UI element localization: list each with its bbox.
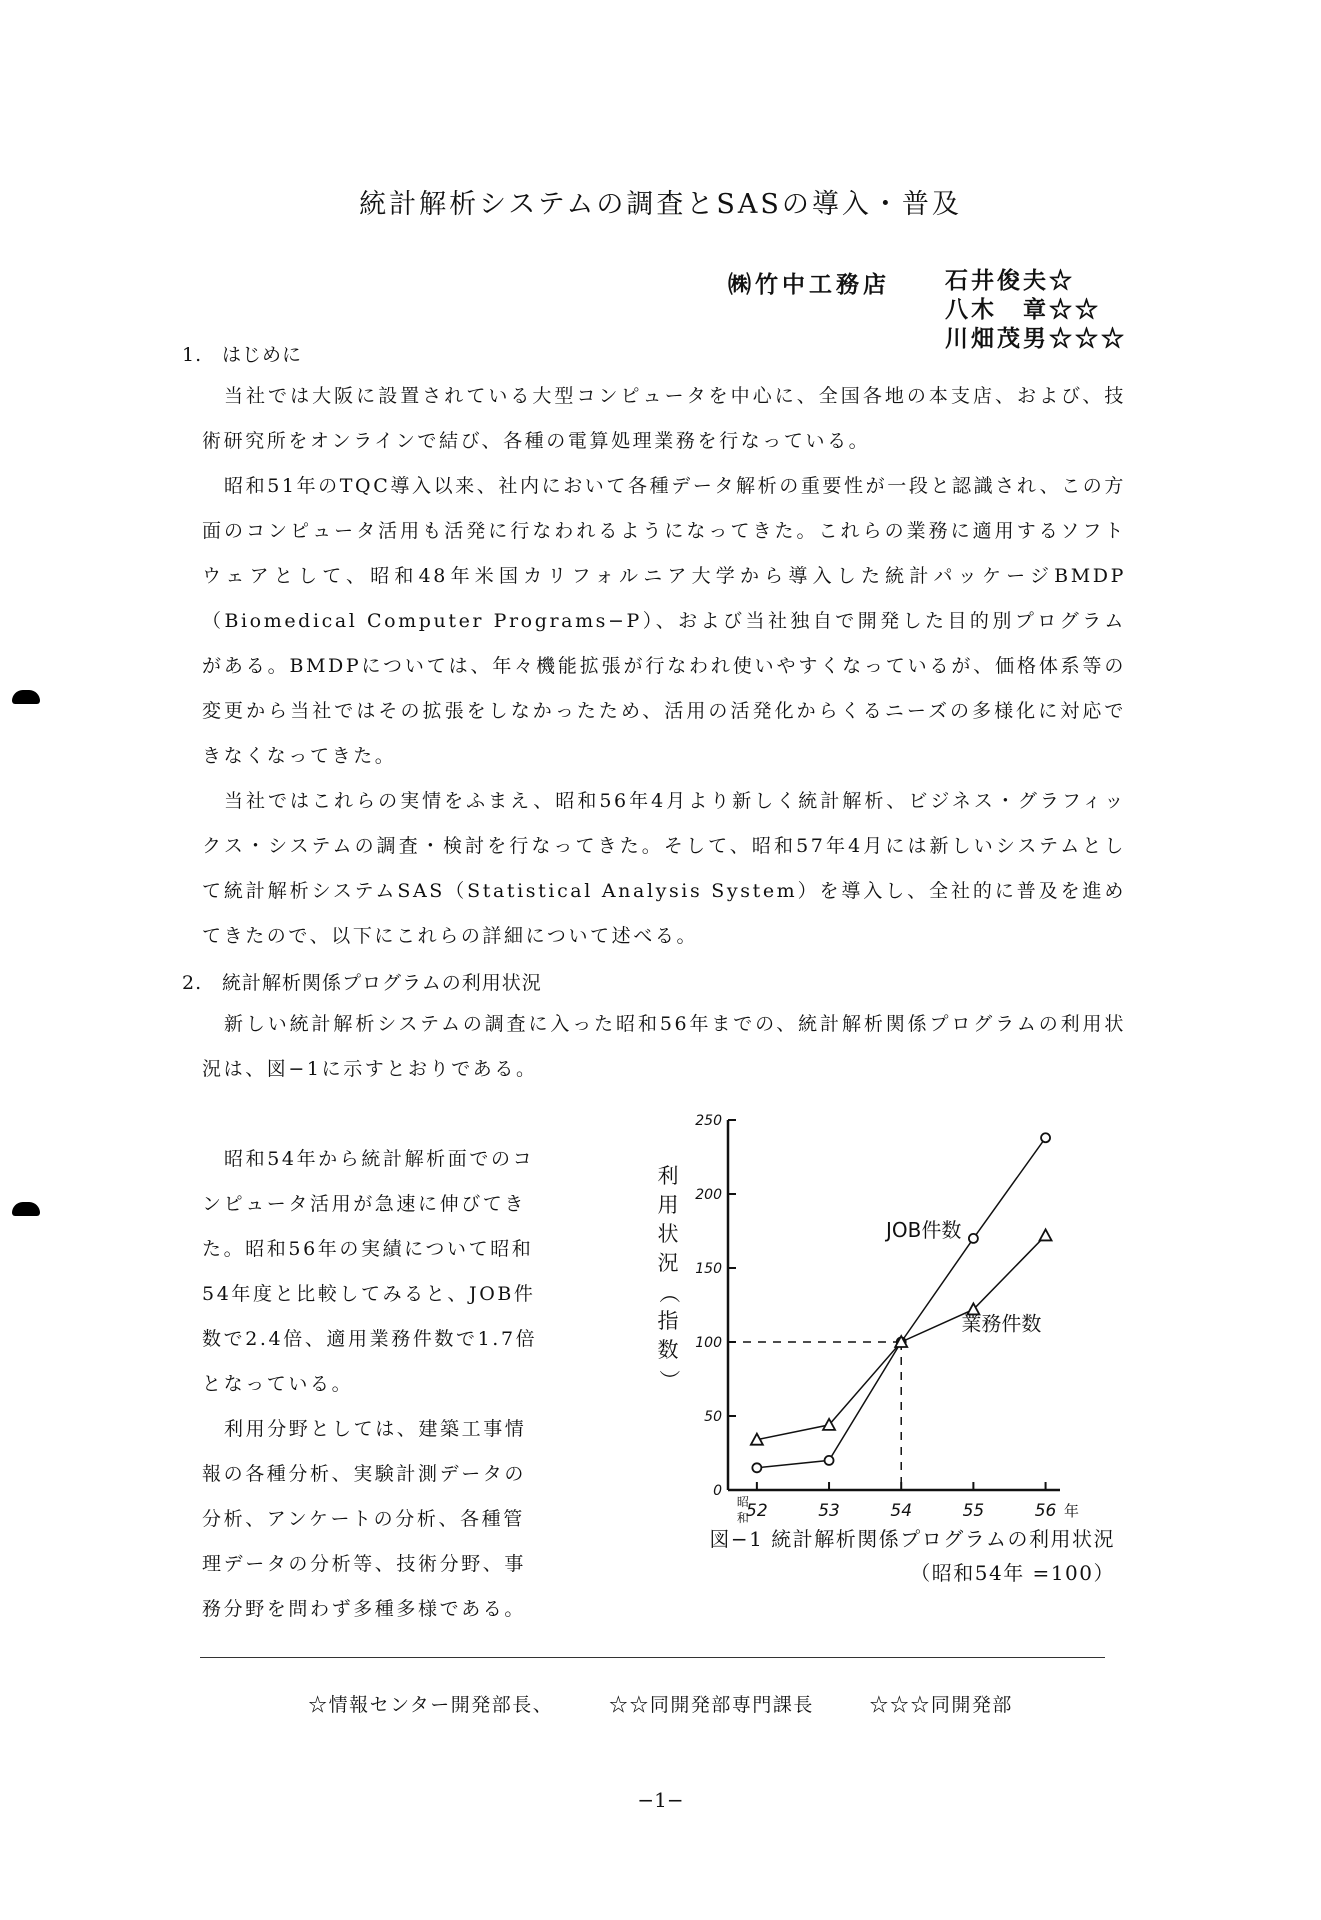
data-point-circle <box>825 1456 834 1465</box>
series-label-job: JOB件数 <box>886 1217 962 1242</box>
author-1: 石井俊夫☆ <box>945 267 1075 294</box>
section-number: 2. <box>182 972 203 994</box>
y-axis-label-char: ） <box>657 1369 681 1391</box>
y-axis-label-char: 況 <box>657 1251 679 1275</box>
section-title: はじめに <box>222 344 303 366</box>
y-axis-label-char: 数 <box>657 1338 679 1362</box>
x-tick-label: 55 <box>962 1501 985 1521</box>
footnote-divider <box>200 1657 1105 1658</box>
footnote-3: ☆☆☆同開発部 <box>869 1694 1013 1716</box>
x-tick-label: 54 <box>890 1501 913 1521</box>
section-heading-2 <box>182 968 542 995</box>
caption-line-2: （昭和54年 =100） <box>910 1561 1115 1585</box>
paragraph-6: 利用分野としては、建築工事情報の各種分析、実験計測データの分析、アンケートの分析、各種管理データの分析等、技術分野、事務分野を問わず多種多様である。 <box>202 1418 527 1620</box>
data-point-circle <box>969 1234 978 1243</box>
x-axis-prefix: 和 <box>736 1511 749 1525</box>
data-point-circle <box>1041 1133 1050 1142</box>
x-tick-label: 52 <box>746 1501 768 1521</box>
author-3: 川畑茂男☆☆☆ <box>945 325 1127 352</box>
data-point-circle <box>752 1463 761 1472</box>
figure-caption <box>675 1522 1115 1590</box>
y-axis-label-char: 指 <box>657 1309 679 1333</box>
caption-line-1: 図−1 統計解析関係プログラムの利用状況 <box>709 1527 1115 1551</box>
section-heading-1 <box>182 340 302 367</box>
y-axis-label-char: 利 <box>657 1164 679 1188</box>
paragraph-3: 当社ではこれらの実情をふまえ、昭和56年4月より新しく統計解析、ビジネス・グラフィックス・システムの調査・検討を行なってきた。そして、昭和57年4月には新しいシステムとして統計解析システムSAS（Statistical Analysis System）を導入し、全社的に普及を進めてきたので、以下にこれらの詳細について述べる。 <box>202 790 1126 947</box>
x-axis-prefix: 昭 <box>736 1495 749 1509</box>
y-axis-label-char: 用 <box>657 1193 679 1217</box>
paper-title: 統計解析システムの調査とSASの導入・普及 <box>359 189 962 220</box>
punch-hole-mark <box>12 690 40 704</box>
x-tick-label: 53 <box>818 1501 840 1521</box>
affiliation: ㈱竹中工務店 <box>728 271 890 298</box>
y-tick-label: 0 <box>713 1483 722 1499</box>
paragraph-4: 新しい統計解析システムの調査に入った昭和56年までの、統計解析関係プログラムの利用状況は、図−1に示すとおりである。 <box>202 1013 1126 1080</box>
author-2: 八木 章☆☆ <box>945 296 1101 323</box>
section-title: 統計解析関係プログラムの利用状況 <box>222 972 542 994</box>
y-axis-label-char: 状 <box>657 1222 679 1246</box>
y-tick-label: 100 <box>695 1335 722 1351</box>
punch-hole-mark <box>12 1202 40 1216</box>
usage-chart <box>640 1105 1120 1525</box>
x-axis-unit: 年 <box>1064 1502 1080 1520</box>
y-tick-label: 200 <box>695 1187 722 1203</box>
y-tick-label: 250 <box>695 1113 722 1129</box>
y-tick-label: 150 <box>695 1261 722 1277</box>
footnote-2: ☆☆同開発部専門課長 <box>608 1694 814 1716</box>
footnotes <box>0 1690 1321 1717</box>
paragraph-2: 昭和51年のTQC導入以来、社内において各種データ解析の重要性が一段と認識され、この方面のコンピュータ活用も活発に行なわれるようになってきた。これらの業務に適用するソフトウェアとして、昭和48年米国カリフォルニア大学から導入した統計パッケージBMDP（Biomedical Computer Programs−P）、および当社独自で開発した目的別プログラムがある。BMDPについては、年々機能拡張が行なわれ使いやすくなっているが、価格体系等の変更から当社ではその拡張をしなかったため、活用の活発化からくるニーズの多様化に対応できなくなってきた。 <box>202 475 1126 767</box>
section-number: 1. <box>182 344 203 366</box>
paragraph-1: 当社では大阪に設置されている大型コンピュータを中心に、全国各地の本支店、および、技術研究所をオンラインで結び、各種の電算処理業務を行なっている。 <box>202 385 1126 452</box>
page-number: −1− <box>637 1788 684 1812</box>
y-tick-label: 50 <box>704 1409 722 1425</box>
y-axis-label-char: （ <box>657 1282 681 1304</box>
x-tick-label: 56 <box>1034 1501 1057 1521</box>
author-list <box>945 266 1127 353</box>
data-point-triangle <box>1040 1229 1052 1240</box>
footnote-1: ☆情報センター開発部長、 <box>308 1694 554 1716</box>
paragraph-5: 昭和54年から統計解析面でのコンピュータ活用が急速に伸びてきた。昭和56年の実績について昭和54年度と比較してみると、JOB件数で2.4倍、適用業務件数で1.7倍となっている。 <box>202 1148 538 1395</box>
series-label-business: 業務件数 <box>961 1311 1042 1336</box>
